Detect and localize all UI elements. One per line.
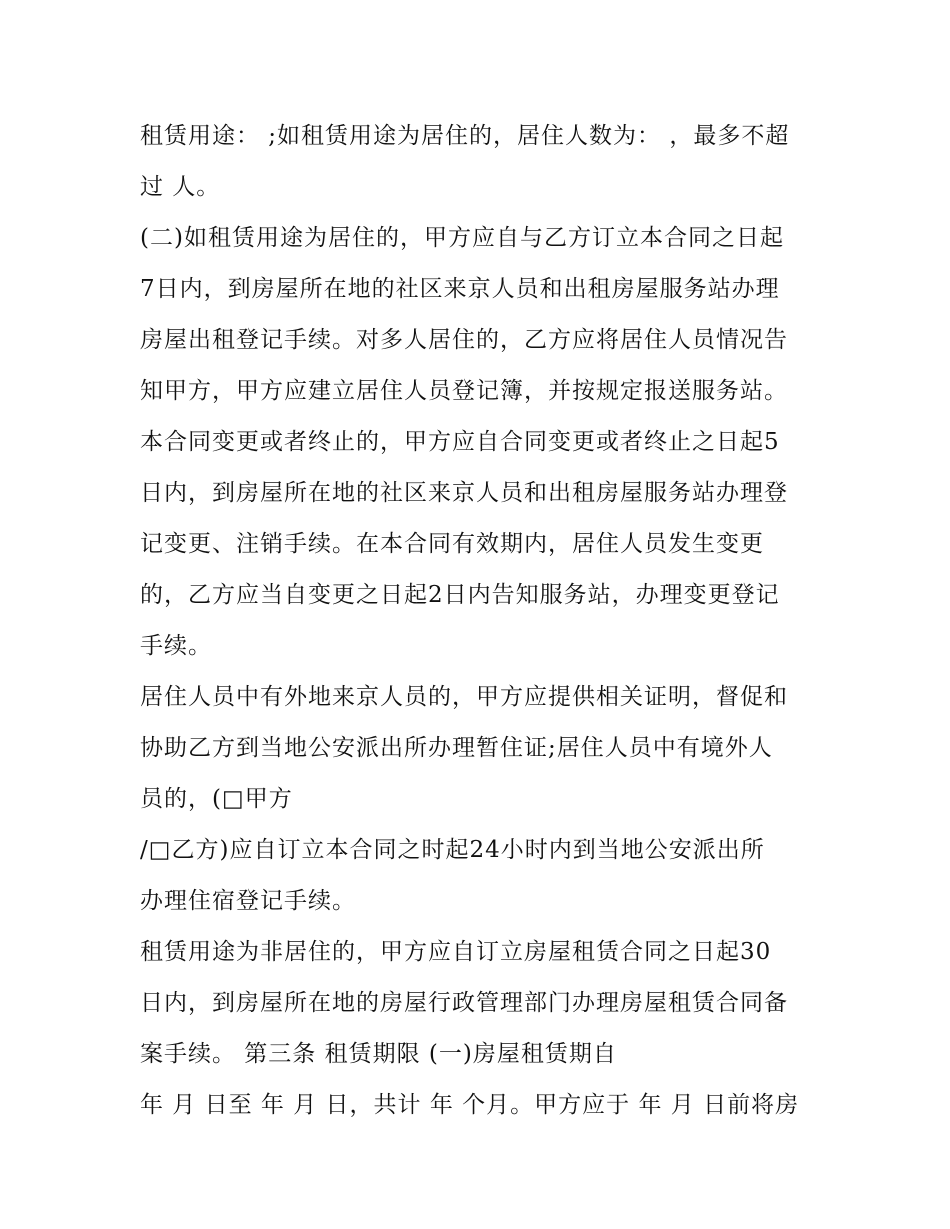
text-line: /□乙方)应自订立本合同之时起24小时内到当地公安派出所 xyxy=(140,837,765,863)
text-line: 协助乙方到当地公安派出所办理暂住证;居住人员中有境外人 xyxy=(140,735,773,761)
contract-text xyxy=(140,111,830,1131)
text-line: 房屋出租登记手续。对多人居住的，乙方应将居住人员情况告 xyxy=(140,327,788,353)
text-line: 记变更、注销手续。在本合同有效期内，居住人员发生变更 xyxy=(140,531,764,557)
text-line: 本合同变更或者终止的，甲方应自合同变更或者终止之日起5 xyxy=(140,429,780,455)
text-line: (二)如租赁用途为居住的，甲方应自与乙方订立本合同之日起 xyxy=(140,225,784,251)
text-line: 员的，(□甲方 xyxy=(140,786,293,812)
text-line: 知甲方，甲方应建立居住人员登记簿，并按规定报送服务站。 xyxy=(140,378,788,404)
text-line: 居住人员中有外地来京人员的，甲方应提供相关证明，督促和 xyxy=(140,684,788,710)
text-line: 7日内，到房屋所在地的社区来京人员和出租房屋服务站办理 xyxy=(140,276,780,302)
text-line: 案手续。 第三条 租赁期限 (一)房屋租赁期自 xyxy=(140,1041,617,1067)
text-line: 的，乙方应当自变更之日起2日内告知服务站，办理变更登记 xyxy=(140,582,780,608)
text-line: 租赁用途： ;如租赁用途为居住的，居住人数为： ，最多不超 xyxy=(140,123,790,149)
text-line: 日内，到房屋所在地的房屋行政管理部门办理房屋租赁合同备 xyxy=(140,990,788,1016)
text-line: 手续。 xyxy=(140,633,212,659)
text-line: 租赁用途为非居住的，甲方应自订立房屋租赁合同之日起30 xyxy=(140,939,772,965)
text-line: 办理住宿登记手续。 xyxy=(140,888,356,914)
text-line: 年 月 日至 年 月 日，共计 年 个月。甲方应于 年 月 日前将房 xyxy=(140,1092,800,1118)
text-line: 日内，到房屋所在地的社区来京人员和出租房屋服务站办理登 xyxy=(140,480,788,506)
text-line: 过 人。 xyxy=(140,174,221,200)
